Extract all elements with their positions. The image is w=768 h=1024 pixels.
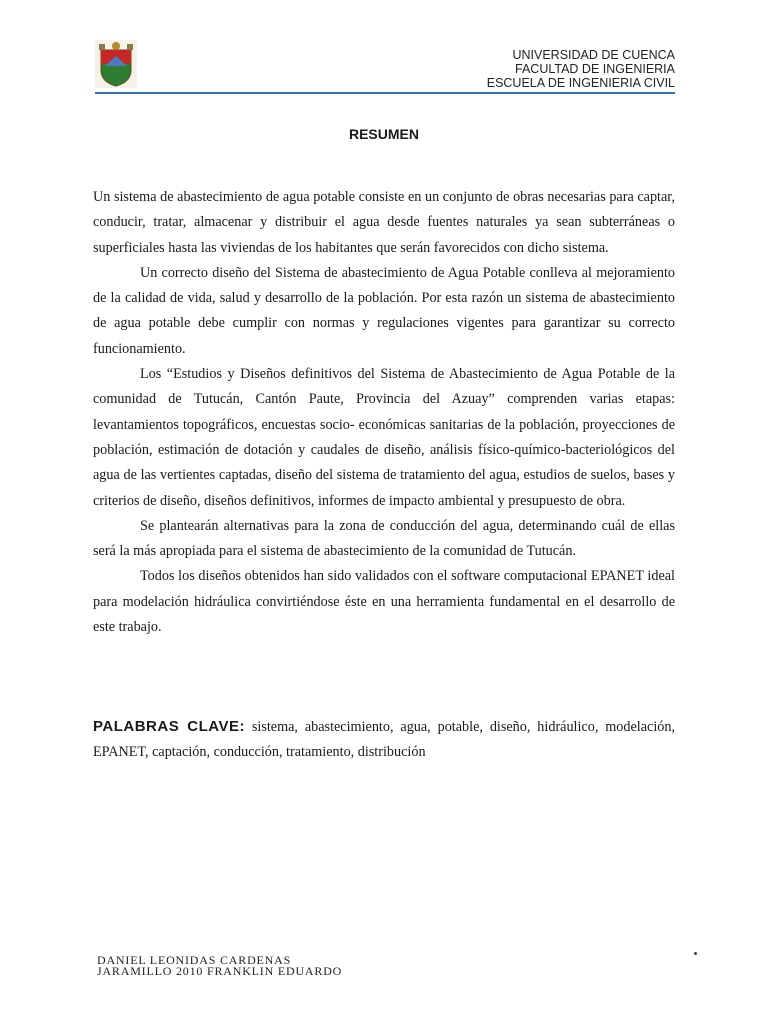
school-name: ESCUELA DE INGENIERIA CIVIL [486,76,675,90]
author-line-2: JARAMILLO 2010 FRANKLIN EDUARDO [97,964,343,977]
keywords-section [93,714,675,766]
paragraph: Los “Estudios y Diseños definitivos del Sistema de Abastecimiento de Agua Potable de la comunidad de Tutucán, Cantón Paute, Provincia del Azuay” comprenden varias etapas: levantamientos topográficos, encuestas socio- económicas sanitarias de la población, proyecciones de población, estimación de dotación y caudales de diseño, análisis físico-químico-bacteriológicos del agua de las vertientes captadas, diseño del sistema de tratamiento del agua, estudios de suelos, bases y criterios de diseño, diseños definitivos, informes de impacto ambiental y presupuesto de obra. [93,366,675,509]
university-crest-icon [95,40,137,88]
paragraph: Un sistema de abastecimiento de agua potable consiste en un conjunto de obras necesarias para captar, conducir, tratar, almacenar y distribuir el agua desde fuentes naturales ya sean subterráneas o superficiales hasta las viviendas de los habitantes que serán favorecidos con dicho sistema. [93,189,675,256]
keywords-list: sistema, abastecimiento, agua, potable, diseño, hidráulico, modelación, EPANET, captación, conducción, tratamiento, distribución [93,719,676,761]
paragraph: Todos los diseños obtenidos han sido validados con el software computacional EPANET ideal para modelación hidráulica convirtiéndose éste en una herramienta fundamental en el desarrollo de este trabajo. [93,568,675,636]
author-line-1: DANIEL LEONIDAS CARDENAS [97,955,292,967]
institution-block [487,48,675,90]
paragraph: Se plantearán alternativas para la zona de conducción del agua, determinando cuál de ellas será la más apropiada para el sistema de abastecimiento de la comunidad de Tutucán. [93,517,675,560]
abstract-body [93,185,675,640]
header-divider [95,92,675,94]
footer-mark [694,952,697,955]
keywords-label: PALABRAS CLAVE: [93,718,245,735]
page-header [95,40,675,94]
faculty-name: FACULTAD DE INGENIERIA [515,62,675,76]
page-footer [97,955,357,977]
university-name: UNIVERSIDAD DE CUENCA [512,48,675,62]
page-title: RESUMEN [348,126,419,142]
paragraph: Un correcto diseño del Sistema de abastecimiento de Agua Potable conlleva al mejoramiento de la calidad de vida, salud y desarrollo de la población. Por esta razón un sistema de abastecimiento de agua potable debe cumplir con normas y regulaciones vigentes para garantizar su correcto funcionamiento. [93,264,675,357]
